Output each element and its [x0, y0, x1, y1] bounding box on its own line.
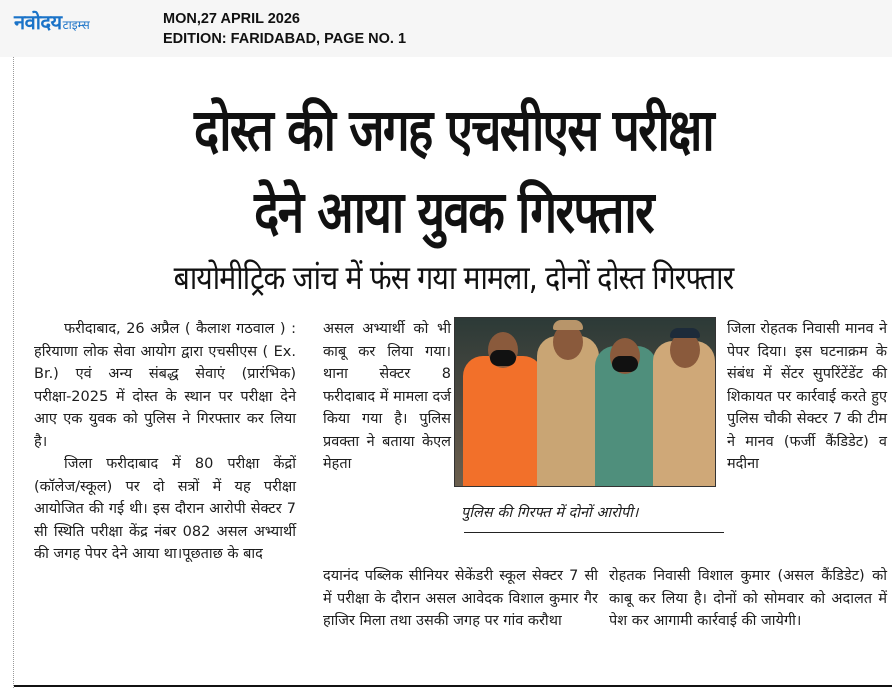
article-column-2-top — [323, 318, 451, 476]
bottom-divider — [14, 685, 892, 687]
police-cap-icon — [553, 320, 583, 330]
article-column-1 — [34, 318, 296, 566]
article-column-3-bottom — [609, 565, 887, 633]
paragraph-col3-bottom: रोहतक निवासी विशाल कुमार (असल कैंडिडेट) को काबू कर लिया है। दोनों को सोमवार को अदालत में पेश कर आगामी कार्रवाई की जायेगी। — [609, 568, 887, 629]
logo-main-text: नवोदय — [14, 10, 62, 34]
paragraph-col2-top: असल अभ्यार्थी को भी काबू कर लिया गया। थाना सेक्टर 8 फरीदाबाद में मामला दर्ज किया गया है। पुलिस प्रवक्ता ने बताया केएल मेहता — [323, 321, 451, 472]
newspaper-logo[interactable] — [14, 9, 90, 33]
edition-info — [163, 9, 406, 49]
subheadline: बायोमीट्रिक जांच में फंस गया मामला, दोनों दोस्त गिरफ्तार — [173, 258, 734, 297]
accused-1-figure — [463, 356, 543, 486]
publication-date: MON,27 APRIL 2026 — [163, 11, 300, 27]
headline — [93, 89, 814, 253]
header-bar — [0, 0, 892, 57]
face-mask-icon — [490, 350, 516, 366]
paragraph-col3-top: जिला रोहतक निवासी मानव ने पेपर दिया। इस घटनाक्रम के संबंध में सेंटर सुपरिंटेंडेंट की शिकायत पर कार्रवाई करते हुए पुलिस चौकी सेक्टर 7 की टीम ने मानव (फर्जी कैंडिडेट) व मदीना — [727, 321, 887, 472]
headline-line-2: देने आया युवक गिरफ्तार — [254, 178, 653, 246]
article-column-2-bottom — [323, 565, 598, 633]
article-column-3-top — [727, 318, 887, 476]
logo-sub-text: टाइम्स — [62, 18, 90, 32]
police-cap-icon — [670, 328, 700, 338]
news-photo — [454, 317, 716, 487]
edition-page: EDITION: FARIDABAD, PAGE NO. 1 — [163, 31, 407, 47]
news-clipping — [13, 57, 892, 688]
face-mask-icon — [612, 356, 638, 372]
photo-caption: पुलिस की गिरफ्त में दोनों आरोपी। — [461, 505, 639, 521]
caption-divider — [464, 532, 724, 533]
paragraph-col2-bottom: दयानंद पब्लिक सीनियर सेकेंडरी स्कूल सेक्टर 7 सी में परीक्षा के दौरान असल आवेदक विशाल कुमार गैर हाजिर मिला तथा उसकी जगह पर गांव करौथा — [323, 568, 598, 629]
headline-line-1: दोस्त की जगह एचसीएस परीक्षा — [193, 96, 714, 164]
paragraph-2: जिला फरीदाबाद में 80 परीक्षा केंद्रों (कॉलेज/स्कूल) पर दो सत्रों में यह परीक्षा आयोजित की गई थी। इस दौरान आरोपी सेक्टर 7 सी स्थिति परीक्षा केंद्र नंबर 082 असल अभ्यार्थी की जगह पेपर देने आया था।पूछताछ के बाद — [34, 456, 296, 562]
paragraph-1: फरीदाबाद, 26 अप्रैल ( कैलाश गठवाल ) : हरियाणा लोक सेवा आयोग द्वारा एचसीएस ( Ex. Br.) एवं अन्य संबद्ध सेवाएं (प्रारंभिक) परीक्षा-2025 में दोस्त के स्थान पर परीक्षा देने आए एक युवक को पुलिस ने गिरफ्तार कर लिया है। — [34, 321, 296, 450]
